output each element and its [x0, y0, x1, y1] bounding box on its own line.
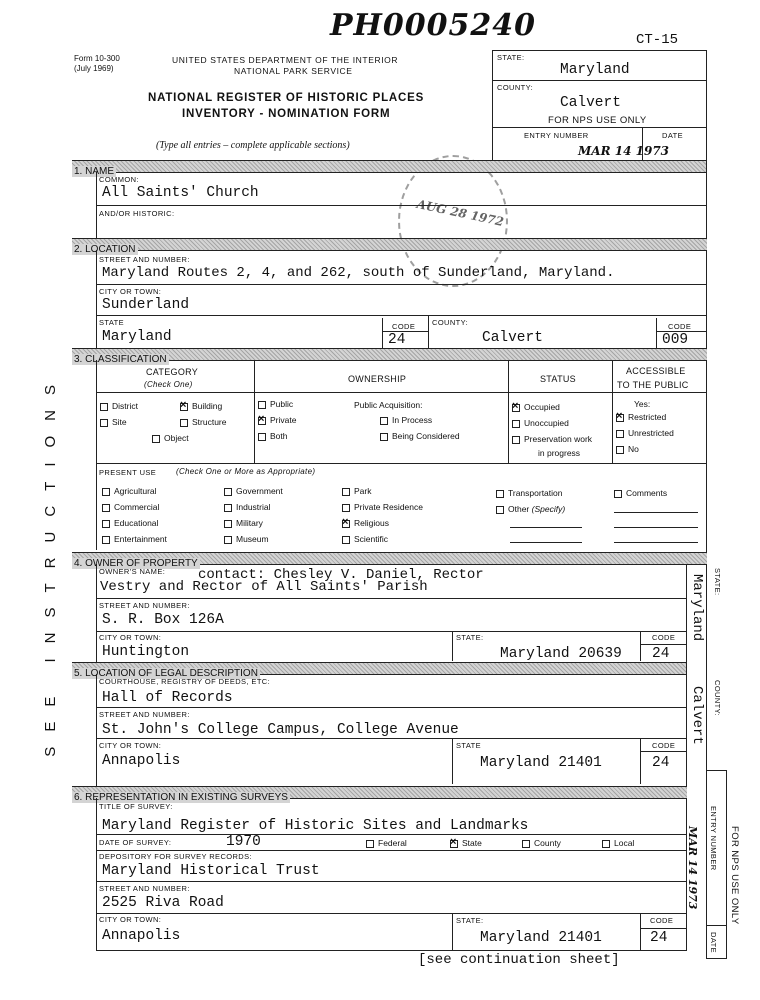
ownership-label: OWNERSHIP — [348, 374, 407, 384]
owner-name-value: Vestry and Rector of All Saints' Parish — [100, 579, 428, 595]
section-owner-title: 4. OWNER OF PROPERTY — [74, 558, 198, 569]
cb-state-box[interactable] — [450, 840, 458, 848]
cb-unoccupied-box[interactable] — [512, 420, 520, 428]
cb-state-label: State — [462, 838, 482, 848]
cb-entertainment[interactable] — [102, 534, 167, 544]
header-county-value: Calvert — [560, 95, 621, 111]
owner-code-label: CODE — [652, 633, 676, 642]
cb-commercial-label: Commercial — [114, 502, 160, 512]
cb-museum-box[interactable] — [224, 536, 232, 544]
cb-private-residence[interactable] — [342, 502, 423, 512]
section-surveys-bar — [72, 786, 687, 803]
cb-structure[interactable] — [180, 417, 227, 427]
survey-title-value: Maryland Register of Historic Sites and Landmarks — [102, 818, 529, 834]
cb-government[interactable] — [224, 486, 283, 496]
cb-preservation-label: Preservation work — [524, 434, 593, 444]
survey-date-label: DATE OF SURVEY: — [99, 838, 172, 847]
cb-federal[interactable] — [366, 838, 407, 848]
status-label: STATUS — [540, 374, 576, 384]
cb-building-label: Building — [192, 401, 223, 411]
entry-date-handwritten: MAR 14 1973 — [578, 144, 670, 158]
side-county-value: Calvert — [689, 686, 705, 745]
legal-code-value: 24 — [652, 755, 670, 771]
cb-public[interactable] — [258, 399, 293, 409]
cb-other-box[interactable] — [496, 506, 504, 514]
cb-industrial[interactable] — [224, 502, 271, 512]
legal-state-value: Maryland 21401 — [480, 755, 602, 771]
cb-private-box[interactable] — [258, 417, 266, 425]
cb-entertainment-box[interactable] — [102, 536, 110, 544]
nps-use-only: FOR NPS USE ONLY — [548, 115, 647, 126]
survey-street-value: 2525 Riva Road — [102, 895, 224, 911]
agency-line2: NATIONAL PARK SERVICE — [234, 66, 353, 76]
location-street-value: Maryland Routes 2, 4, and 262, south of Sunderland, Maryland. — [102, 265, 615, 281]
location-county-code: 009 — [662, 332, 689, 348]
cb-commercial-box[interactable] — [102, 504, 110, 512]
cb-scientific-label: Scientific — [354, 534, 389, 544]
common-label: COMMON: — [99, 175, 139, 184]
side-state-value: Maryland — [689, 574, 705, 642]
cb-county-box[interactable] — [522, 840, 530, 848]
cb-local-box[interactable] — [602, 840, 610, 848]
court-label: COURTHOUSE, REGISTRY OF DEEDS, ETC: — [99, 677, 271, 686]
location-state-label: STATE — [99, 318, 125, 327]
owner-state-label: STATE: — [456, 633, 484, 642]
cb-no-box[interactable] — [616, 446, 624, 454]
owner-code-value: 24 — [652, 646, 670, 662]
section-location-bar — [72, 238, 707, 255]
cb-unrestricted-label: Unrestricted — [628, 428, 674, 438]
cb-unrestricted[interactable] — [616, 428, 674, 438]
depository-value: Maryland Historical Trust — [102, 863, 320, 879]
cb-no[interactable] — [616, 444, 639, 454]
cb-occupied[interactable] — [512, 402, 560, 412]
cb-government-box[interactable] — [224, 488, 232, 496]
survey-side-date: DATE — [709, 932, 718, 954]
cb-site-box[interactable] — [100, 419, 108, 427]
location-code-label: CODE — [392, 322, 416, 331]
cb-educational-label: Educational — [114, 518, 159, 528]
owner-street-value: S. R. Box 126A — [102, 612, 224, 628]
legal-state-label: STATE — [456, 741, 482, 750]
survey-date-value: 1970 — [226, 834, 261, 850]
survey-side-nps: FOR NPS USE ONLY — [729, 826, 740, 925]
category-label: CATEGORY — [146, 367, 199, 377]
cb-being-considered-label: Being Considered — [392, 431, 460, 441]
cb-building[interactable] — [180, 401, 222, 411]
cb-county[interactable] — [522, 838, 561, 848]
cb-military[interactable] — [224, 518, 263, 528]
location-county-code-label: CODE — [668, 322, 692, 331]
cb-religious-label: Religious — [354, 518, 389, 528]
form-title-line2: INVENTORY - NOMINATION FORM — [182, 108, 391, 120]
continuation-note: [see continuation sheet] — [418, 952, 620, 968]
cb-district[interactable] — [100, 401, 138, 411]
cb-other-label: Other — [508, 504, 530, 514]
survey-city-label: CITY OR TOWN: — [99, 915, 162, 924]
accessible-label: ACCESSIBLE — [626, 366, 686, 376]
form-id: CT-15 — [636, 32, 679, 48]
cb-public-box[interactable] — [258, 401, 266, 409]
accessible-label-2: TO THE PUBLIC — [617, 380, 689, 390]
section-classification-title: 3. CLASSIFICATION — [74, 354, 167, 365]
survey-side-entry: ENTRY NUMBER — [709, 806, 718, 871]
section-legal-title: 5. LOCATION OF LEGAL DESCRIPTION — [74, 668, 258, 679]
cb-being-considered[interactable] — [380, 431, 460, 441]
public-acquisition-label: Public Acquisition: — [354, 400, 423, 410]
cb-park-box[interactable] — [342, 488, 350, 496]
cb-county-label: County — [534, 838, 561, 848]
cb-local-label: Local — [614, 838, 635, 848]
cb-state[interactable] — [450, 838, 482, 848]
legal-street-value: St. John's College Campus, College Avenue — [102, 722, 459, 738]
cb-object-label: Object — [164, 433, 189, 443]
cb-in-process-label: In Process — [392, 415, 433, 425]
section-legal-bar — [72, 662, 687, 679]
cb-site-label: Site — [112, 417, 127, 427]
location-city-label: CITY OR TOWN: — [99, 287, 162, 296]
cb-preservation-box[interactable] — [512, 436, 520, 444]
section-surveys-title: 6. REPRESENTATION IN EXISTING SURVEYS — [74, 792, 288, 803]
legal-city-label: CITY OR TOWN: — [99, 741, 162, 750]
cb-object-box[interactable] — [152, 435, 160, 443]
form-instruction: (Type all entries – complete applicable sections) — [156, 140, 350, 151]
cb-military-label: Military — [236, 518, 263, 528]
cb-transportation-box[interactable] — [496, 490, 504, 498]
header-state-label: STATE: — [497, 53, 525, 62]
cb-unoccupied-label: Unoccupied — [524, 418, 569, 428]
cb-private[interactable] — [258, 415, 296, 425]
cb-local[interactable] — [602, 838, 634, 848]
cb-museum[interactable] — [224, 534, 269, 544]
legal-street-label: STREET AND NUMBER: — [99, 710, 190, 719]
survey-state-label: STATE: — [456, 916, 484, 925]
cb-federal-label: Federal — [378, 838, 407, 848]
common-name-value: All Saints' Church — [102, 185, 259, 201]
category-sub: (Check One) — [144, 380, 193, 389]
cb-unrestricted-box[interactable] — [616, 430, 624, 438]
yes-label: Yes: — [634, 399, 651, 409]
section-name-bar — [72, 160, 707, 177]
side-state-label: STATE: — [713, 568, 722, 596]
form-title-line1: NATIONAL REGISTER OF HISTORIC PLACES — [148, 92, 425, 104]
cb-occupied-label: Occupied — [524, 402, 560, 412]
section-owner-bar — [72, 552, 707, 569]
location-county-value: Calvert — [482, 330, 543, 346]
cb-private-residence-label: Private Residence — [354, 502, 423, 512]
depository-label: DEPOSITORY FOR SURVEY RECORDS: — [99, 852, 253, 861]
survey-title-label: TITLE OF SURVEY: — [99, 802, 173, 811]
present-use-sub: (Check One or More as Appropriate) — [176, 467, 316, 476]
cb-restricted-label: Restricted — [628, 412, 667, 422]
cb-scientific-box[interactable] — [342, 536, 350, 544]
owner-state-value: Maryland 20639 — [500, 646, 622, 662]
owner-city-label: CITY OR TOWN: — [99, 633, 162, 642]
cb-educational-box[interactable] — [102, 520, 110, 528]
cb-commercial[interactable] — [102, 502, 159, 512]
cb-other[interactable] — [496, 504, 565, 514]
cb-industrial-label: Industrial — [236, 502, 271, 512]
cb-public-label: Public — [270, 399, 294, 409]
date-label: DATE — [662, 131, 684, 140]
preservation-label-2: in progress — [538, 448, 581, 458]
cb-being-considered-box[interactable] — [380, 433, 388, 441]
cb-site[interactable] — [100, 417, 127, 427]
owner-city-value: Huntington — [102, 644, 190, 660]
cb-comments-box[interactable] — [614, 490, 622, 498]
cb-entertainment-label: Entertainment — [114, 534, 167, 544]
cb-restricted[interactable] — [616, 412, 666, 422]
owner-contact: contact: Chesley V. Daniel, Rector — [198, 567, 484, 583]
cb-both-label: Both — [270, 431, 288, 441]
cb-in-process-box[interactable] — [380, 417, 388, 425]
owner-name-label: OWNER'S NAME: — [99, 567, 166, 576]
cb-government-label: Government — [236, 486, 283, 496]
location-street-label: STREET AND NUMBER: — [99, 255, 190, 264]
form-date: (July 1969) — [74, 64, 114, 73]
cb-private-label: Private — [270, 415, 297, 425]
cb-comments-label: Comments — [626, 488, 668, 498]
survey-side-handwritten: MAR 14 1973 — [686, 826, 699, 910]
survey-state-value: Maryland 21401 — [480, 930, 602, 946]
legal-code-label: CODE — [652, 741, 676, 750]
header-state-value: Maryland — [560, 62, 630, 78]
survey-code-value: 24 — [650, 930, 668, 946]
cb-park[interactable] — [342, 486, 371, 496]
historic-label: AND/OR HISTORIC: — [99, 209, 175, 218]
cb-scientific[interactable] — [342, 534, 388, 544]
cb-transportation[interactable] — [496, 488, 563, 498]
cb-agricultural-label: Agricultural — [114, 486, 157, 496]
survey-city-value: Annapolis — [102, 928, 181, 944]
cb-object[interactable] — [152, 433, 189, 443]
agency-line1: UNITED STATES DEPARTMENT OF THE INTERIOR — [172, 55, 399, 65]
survey-street-label: STREET AND NUMBER: — [99, 884, 190, 893]
cb-district-box[interactable] — [100, 403, 108, 411]
cb-both[interactable] — [258, 431, 288, 441]
cb-museum-label: Museum — [236, 534, 269, 544]
entry-number-label: ENTRY NUMBER — [524, 131, 589, 140]
cb-religious-box[interactable] — [342, 520, 350, 528]
cb-both-box[interactable] — [258, 433, 266, 441]
handwritten-id: PH0005240 — [330, 8, 537, 43]
cb-agricultural[interactable] — [102, 486, 157, 496]
cb-other-specify: (Specify) — [531, 504, 566, 514]
cb-military-box[interactable] — [224, 520, 232, 528]
cb-educational[interactable] — [102, 518, 158, 528]
present-use-label: PRESENT USE — [99, 468, 157, 477]
cb-restricted-box[interactable] — [616, 414, 624, 422]
cb-federal-box[interactable] — [366, 840, 374, 848]
cb-comments[interactable] — [614, 488, 667, 498]
section-location-title: 2. LOCATION — [74, 244, 136, 255]
stamp-text: AUG 28 1972 — [415, 196, 505, 230]
cb-religious[interactable] — [342, 518, 389, 528]
cb-in-process[interactable] — [380, 415, 432, 425]
section-name-title: 1. NAME — [74, 166, 115, 177]
cb-agricultural-box[interactable] — [102, 488, 110, 496]
cb-preservation[interactable] — [512, 434, 592, 444]
cb-unoccupied[interactable] — [512, 418, 569, 428]
survey-code-label: CODE — [650, 916, 674, 925]
legal-city-value: Annapolis — [102, 753, 181, 769]
side-county-label: COUNTY: — [713, 680, 722, 717]
cb-private-residence-box[interactable] — [342, 504, 350, 512]
cb-transportation-label: Transportation — [508, 488, 563, 498]
owner-street-label: STREET AND NUMBER: — [99, 601, 190, 610]
cb-park-label: Park — [354, 486, 372, 496]
form-number: Form 10-300 — [74, 54, 120, 63]
header-county-label: COUNTY: — [497, 83, 534, 92]
location-county-label: COUNTY: — [432, 318, 469, 327]
cb-occupied-box[interactable] — [512, 404, 520, 412]
cb-no-label: No — [628, 444, 639, 454]
location-state-code: 24 — [388, 332, 406, 348]
location-state-value: Maryland — [102, 329, 172, 345]
location-city-value: Sunderland — [102, 297, 190, 313]
cb-industrial-box[interactable] — [224, 504, 232, 512]
cb-structure-box[interactable] — [180, 419, 188, 427]
see-instructions-side-text: SEE INSTRUCTIONS — [42, 370, 59, 757]
cb-district-label: District — [112, 401, 138, 411]
court-value: Hall of Records — [102, 690, 233, 706]
cb-building-box[interactable] — [180, 403, 188, 411]
cb-structure-label: Structure — [192, 417, 227, 427]
